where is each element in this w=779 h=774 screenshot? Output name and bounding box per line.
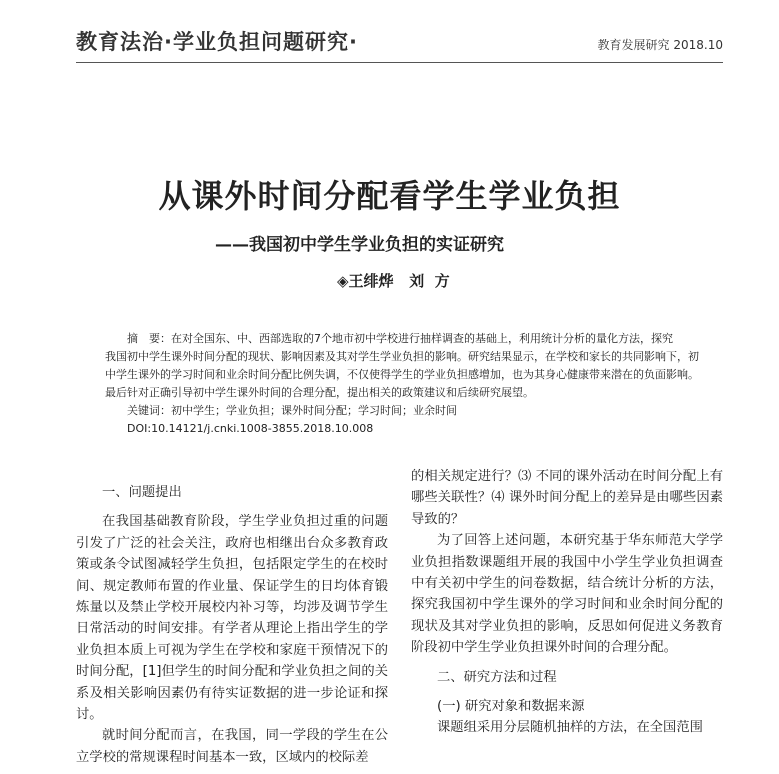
paragraph: 课题组采用分层随机抽样的方法，在全国范围 [437, 720, 703, 736]
header-divider [76, 62, 723, 63]
journal-issue: 教育发展研究 2018.10 [597, 38, 723, 52]
subsection-heading-1: (一) 研究对象和数据来源 [437, 699, 585, 715]
section-heading-2: 二、研究方法和过程 [437, 669, 557, 685]
body-right-column [411, 466, 723, 739]
body-left-column [76, 474, 388, 768]
section-heading-1: 一、问题提出 [102, 485, 182, 500]
paragraph: 就时间分配而言，在我国，同一学段的学生在公立学校的常规课程时间基本一致，区域内的校际差 [76, 728, 388, 765]
doi: DOI:10.14121/j.cnki.1008-3855.2018.10.008 [127, 422, 374, 435]
article-authors: ◈王绯烨 刘 方 [337, 272, 450, 290]
abstract-first-line [105, 330, 700, 348]
journal-column-title: 教育法治·学业负担问题研究· [76, 30, 358, 54]
article-title: 从课外时间分配看学生学业负担 [158, 177, 621, 215]
paragraph: 为了回答上述问题，本研究基于华东师范大学学业负担指数课题组开展的我国中小学生学业负担调查中有关初中学生的问卷数据，结合统计分析的方法，探究我国初中学生课外的学习时间和业余时间分配的现状及其对学业负担的影响，反思如何促进义务教育阶段初中学生学业负担课外时间的合理分配。 [411, 533, 723, 656]
abstract-text: 我国初中学生课外时间分配的现状、影响因素及其对学生学业负担的影响。研究结果显示，在学校和家长的共同影响下，初中学生课外的学习时间和业余时间分配比例失调，不仅使得学生的学业负担感增加，也为其身心健康带来潜在的负面影响。最后针对正确引导初中学生课外时间的合理分配，提出相关的政策建议和后续研究展望。 [105, 350, 699, 399]
paragraph: 在我国基础教育阶段，学生学业负担过重的问题引发了广泛的社会关注，政府也相继出台众多教育政策或条令试图减轻学生负担，包括限定学生的在校时间、规定教师布置的作业量、保证学生的日均体育锻炼量以及禁止学校开展校内补习等，均涉及调节学生日常活动的时间安排。有学者从理论上指出学生的学业负担本质上可视为学生在学校和家庭干预情况下的时间分配，[1]但学生的时间分配和学业负担之间的关系及相关影响因素仍有待实证数据的进一步论证和探讨。 [76, 514, 388, 723]
article-subtitle: ——我国初中学生学业负担的实证研究 [215, 235, 504, 255]
abstract-text-start: 在对全国东、中、西部选取的7个地市初中学校进行抽样调查的基础上，利用统计分析的量化方法，探究 [171, 332, 673, 345]
abstract-block [105, 330, 700, 438]
abstract-label: 摘 要： [127, 332, 171, 345]
keywords: 关键词：初中学生；学业负担；课外时间分配；学习时间；业余时间 [127, 404, 457, 417]
paragraph: 的相关规定进行？⑶ 不同的课外活动在时间分配上有哪些关联性？⑷ 课外时间分配上的差异是由哪些因素导致的？ [411, 469, 723, 527]
